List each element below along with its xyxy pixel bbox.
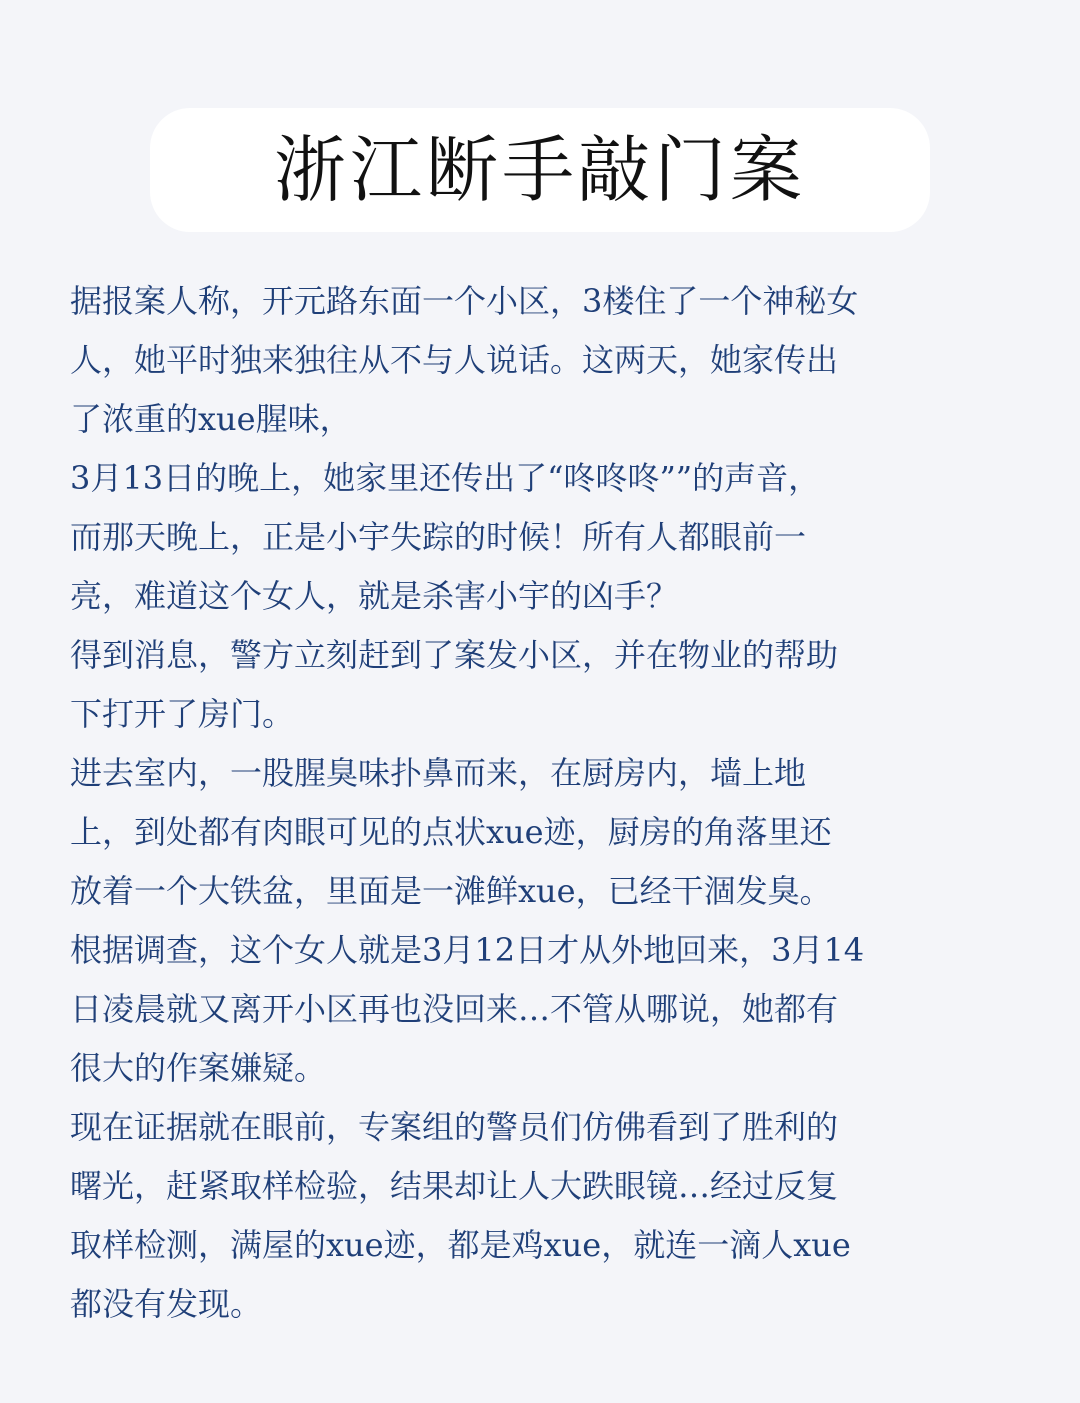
page-title: 浙江断手敲门案 <box>273 128 806 212</box>
text-line: 日凌晨就又离开小区再也没回来…不管从哪说，她都有 <box>70 990 839 1028</box>
text-line: 3月13日的晚上，她家里还传出了“咚咚咚””的声音， <box>70 459 821 497</box>
text-line: 很大的作案嫌疑。 <box>70 1049 327 1087</box>
text-line: 了浓重的xue腥味， <box>70 400 352 438</box>
text-line: 得到消息，警方立刻赶到了案发小区，并在物业的帮助 <box>70 636 839 674</box>
text-line: 据报案人称，开元路东面一个小区，3楼住了一个神秘女 <box>70 282 859 320</box>
text-line: 取样检测，满屋的xue迹，都是鸡xue，就连一滴人xue <box>70 1226 851 1264</box>
text-line: 亮，难道这个女人，就是杀害小宇的凶手？ <box>70 577 679 615</box>
text-line: 进去室内，一股腥臭味扑鼻而来，在厨房内，墙上地 <box>70 754 807 792</box>
title-banner <box>150 108 930 232</box>
text-line: 都没有发现。 <box>70 1285 263 1323</box>
text-line: 人，她平时独来独往从不与人说话。这两天，她家传出 <box>70 341 839 379</box>
text-line: 根据调查，这个女人就是3月12日才从外地回来，3月14 <box>70 931 865 969</box>
text-line: 下打开了房门。 <box>70 695 295 733</box>
text-line: 放着一个大铁盆，里面是一滩鲜xue，已经干涸发臭。 <box>70 872 832 910</box>
text-line: 上，到处都有肉眼可见的点状xue迹，厨房的角落里还 <box>70 813 832 851</box>
text-line: 曙光，赶紧取样检验，结果却让人大跌眼镜…经过反复 <box>70 1167 839 1205</box>
text-line: 而那天晚上，正是小宇失踪的时候！所有人都眼前一 <box>70 518 807 556</box>
text-line: 现在证据就在眼前，专案组的警员们仿佛看到了胜利的 <box>70 1108 839 1146</box>
article-body <box>70 272 1010 1334</box>
